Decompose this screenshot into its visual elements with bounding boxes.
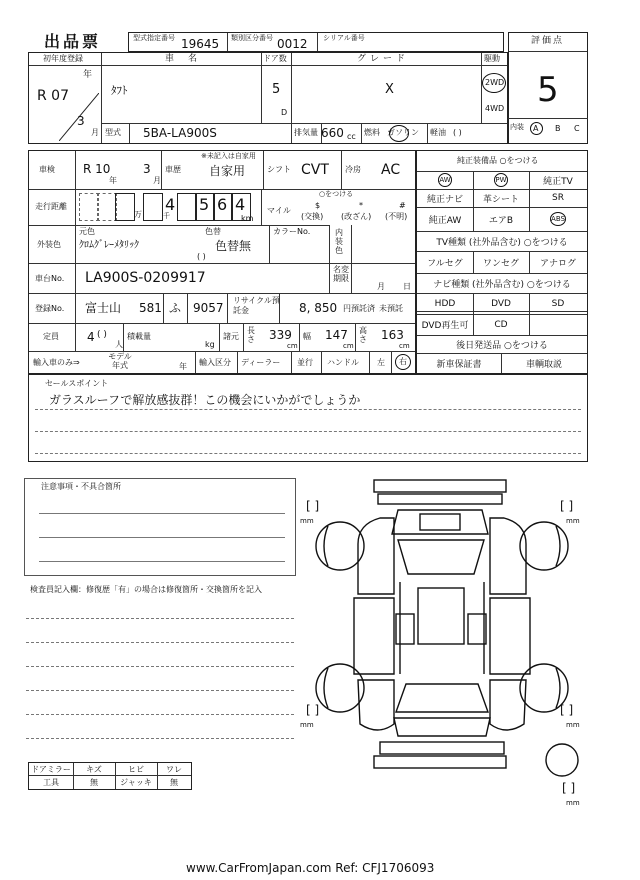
first-reg-month-label: 月 xyxy=(91,128,99,137)
bracket-spare: [ ] xyxy=(562,781,576,795)
interior-grade-c: C xyxy=(574,124,580,133)
name-change-label: 名変期限 xyxy=(333,265,349,283)
doors-label: ドア数 xyxy=(263,54,287,63)
legend-crack: ヒビ xyxy=(128,764,144,774)
color-change-label: 色替 xyxy=(205,227,221,236)
bracket-front-right: [ ] xyxy=(560,499,574,513)
mileage-digit-1: 5 xyxy=(199,195,210,214)
color-label: 外装色 xyxy=(37,240,61,249)
equip-pw xyxy=(473,171,529,189)
bracket-rear-right: [ ] xyxy=(560,703,574,717)
width-value: 147 xyxy=(325,328,348,342)
recycle-value: 8, 850 xyxy=(299,301,338,315)
orig-color-label: 元色 xyxy=(79,227,95,236)
chassis-label: 車台No. xyxy=(35,274,65,283)
legend-break: ワレ xyxy=(166,764,182,774)
footer-watermark: www.CarFromJapan.com Ref: CFJ1706093 xyxy=(186,861,435,875)
doors-value: 5 xyxy=(272,82,281,97)
meter-opt-2-label: (改ざん) xyxy=(341,212,372,221)
interior-grade-a: A xyxy=(533,124,539,133)
color-no-label: カラーNo. xyxy=(273,227,311,236)
model-year-unit: 年 xyxy=(179,362,187,371)
reg-label: 登録No. xyxy=(35,304,65,313)
legend-scratch: キズ xyxy=(86,764,102,774)
displacement-value: 660 xyxy=(321,126,344,140)
legend-tools-value: 無 xyxy=(90,778,98,787)
right-handle: 右 xyxy=(399,357,407,366)
first-reg-month: 3 xyxy=(77,114,85,128)
navi-dvd-play: DVD再生可 xyxy=(421,321,469,331)
inspection-era: R 10 xyxy=(83,162,111,176)
legend-jack: ジャッキ xyxy=(120,778,152,787)
length-label: 長さ xyxy=(247,326,255,344)
mm-rear-left: mm xyxy=(300,721,314,729)
equip-aw-genuine: 純正AW xyxy=(428,215,462,226)
color-paren: ( ) xyxy=(197,252,206,261)
model-value: 5BA-LA900S xyxy=(143,126,217,140)
chassis-value: LA900S-0209917 xyxy=(85,270,206,286)
equip-pw-circled: PW xyxy=(494,173,508,187)
navi-sd: SD xyxy=(551,298,565,309)
width-unit: cm xyxy=(343,342,354,350)
color-change-value: 色替無 xyxy=(215,239,252,253)
mileage-digits xyxy=(79,193,259,221)
meter-note: ○をつける xyxy=(319,190,354,198)
load-label: 積載量 xyxy=(127,332,151,341)
first-reg-year-label: 年 xyxy=(83,70,93,80)
inspection-month: 3 xyxy=(143,162,151,176)
displacement-label: 排気量 xyxy=(294,128,318,137)
height-label: 高さ xyxy=(359,326,367,344)
drive-4wd: 4WD xyxy=(485,104,505,113)
legend-mirror: ドアミラー xyxy=(31,764,71,774)
car-name-label: 車名 xyxy=(165,54,212,64)
width-label: 幅 xyxy=(303,332,311,341)
tv-analog: アナログ xyxy=(539,258,576,269)
interior-label: 内装 xyxy=(510,123,524,131)
legend-table xyxy=(28,762,192,790)
rating-value: 5 xyxy=(537,70,559,110)
navi-dvd: DVD xyxy=(491,298,511,309)
type-designation-label: 型式指定番号 xyxy=(133,34,175,42)
sales-label: セールスポイント xyxy=(45,379,109,388)
inspection-year-label: 年 xyxy=(109,176,117,185)
category-value: 0012 xyxy=(277,37,308,51)
grade-value: X xyxy=(385,82,394,97)
equip-tv: 純正TV xyxy=(543,176,573,187)
recycle-unit: 円預託済 xyxy=(343,304,375,313)
capacity-label: 定員 xyxy=(43,332,59,341)
meter-opt-1-sym: $ xyxy=(315,201,321,210)
equip-aw xyxy=(417,171,473,189)
reg-area: 富士山 xyxy=(85,301,122,315)
fuel-label: 燃料 xyxy=(364,128,380,137)
car-damage-diagram xyxy=(298,474,598,814)
capacity-value: 4 xyxy=(87,330,95,344)
first-reg-label: 初年度登録 xyxy=(43,54,83,63)
car-name-value: ﾀﾌﾄ xyxy=(111,84,128,97)
reg-class: 581 xyxy=(139,301,162,315)
mileage-digit-man: 4 xyxy=(165,195,176,214)
later-title: 後日発送品 ○をつける xyxy=(456,340,548,351)
meter-label: マイル xyxy=(267,206,291,215)
legend-jack-value: 無 xyxy=(170,778,178,787)
grade-label: グレード xyxy=(357,54,410,64)
navi-hdd: HDD xyxy=(434,298,456,309)
reg-number: 9057 xyxy=(193,301,224,315)
mm-rear-right: mm xyxy=(566,721,580,729)
dim-label: 諸元 xyxy=(223,332,239,341)
history-note: ※未記入は自家用 xyxy=(201,152,256,160)
interior-color-label: 内装色 xyxy=(335,228,343,255)
history-label: 車歴 xyxy=(165,165,181,174)
doors-suffix: D xyxy=(281,108,288,117)
reg-kana: ふ xyxy=(169,301,182,315)
model-label: 型式 xyxy=(105,128,121,137)
light-oil-paren: ( ) xyxy=(453,128,462,137)
interior-grade-b: B xyxy=(555,124,561,133)
length-value: 339 xyxy=(269,328,292,342)
equip-leather: 革シート xyxy=(482,194,519,205)
name-change-month: 月 xyxy=(377,282,385,291)
meter-opt-3-sym: # xyxy=(399,201,406,210)
height-value: 163 xyxy=(381,328,404,342)
left-handle: 左 xyxy=(377,358,385,367)
first-reg-era: R 07 xyxy=(37,88,69,104)
legend-tools: 工具 xyxy=(43,778,59,787)
bracket-front-left: [ ] xyxy=(306,499,320,513)
tv-oneseg: ワンセグ xyxy=(482,258,519,269)
length-unit: cm xyxy=(287,342,298,350)
ac-label: 冷房 xyxy=(345,165,361,174)
drive-label: 駆動 xyxy=(484,54,500,63)
equip-abs-circled: ABS xyxy=(550,212,566,226)
sales-section xyxy=(28,374,588,462)
inspection-label: 車検 xyxy=(39,165,55,174)
header-fields xyxy=(128,32,504,52)
drive-2wd: 2WD xyxy=(485,78,505,87)
orig-color-value: ｸﾛﾑｸﾞﾚｰﾒﾀﾘｯｸ xyxy=(79,240,139,251)
equip-abs xyxy=(529,207,587,231)
mm-front-left: mm xyxy=(300,517,314,525)
parallel-label: 並行 xyxy=(297,358,313,367)
equip-navi: 純正ナビ xyxy=(426,194,463,205)
meter-opt-1-label: (交換) xyxy=(301,212,324,221)
inspector-label: 検査員記入欄：修復歴「有」の場合は修復箇所・交換箇所を記入 xyxy=(30,585,262,594)
shift-label: シフト xyxy=(267,165,291,174)
handle-label: ハンドル xyxy=(327,358,359,367)
equipment-section xyxy=(416,150,588,374)
equip-row3 xyxy=(417,207,587,231)
fuel-circle xyxy=(389,125,409,142)
displacement-unit: cc xyxy=(347,132,356,141)
tv-title: TV種類 (社外品含む) ○をつける xyxy=(436,237,568,248)
mm-spare: mm xyxy=(566,799,580,807)
mm-front-right: mm xyxy=(566,517,580,525)
capacity-unit: 人 xyxy=(115,340,123,349)
name-change-day: 日 xyxy=(403,282,411,291)
mileage-digit-2: 6 xyxy=(217,195,228,214)
history-value: 自家用 xyxy=(209,164,246,178)
mileage-man-label: 万 xyxy=(134,210,142,219)
recycle-unpaid: 未預託 xyxy=(379,304,403,313)
recycle-label: リサイクル預託金 xyxy=(233,296,280,315)
mileage-km-label: km xyxy=(241,214,254,223)
load-unit: kg xyxy=(205,340,215,349)
later-warranty: 新車保証書 xyxy=(436,359,482,370)
serial-label: シリアル番号 xyxy=(323,34,365,42)
equip-sr: SR xyxy=(552,193,564,203)
equipment-title: 純正装備品 ○をつける xyxy=(457,156,539,165)
mileage-digit-3: 4 xyxy=(235,195,246,214)
meter-opt-2-sym: * xyxy=(359,201,363,210)
type-designation-value: 19645 xyxy=(181,37,220,51)
meter-opt-3-label: (不明) xyxy=(385,212,408,221)
navi-title: ナビ種類 (社外品含む) ○をつける xyxy=(433,279,571,290)
capacity-paren: ( ) xyxy=(97,330,107,340)
shift-value: CVT xyxy=(301,162,329,178)
tv-fullseg: フルセグ xyxy=(427,258,463,269)
details-section xyxy=(28,150,416,374)
import-label: 輸入車のみ⇒ xyxy=(33,358,80,367)
mileage-sen-label: 千 xyxy=(163,212,170,220)
caution-box xyxy=(24,478,296,576)
sales-text: ガラスルーフで解放感抜群！この機会にいかがでしょうか xyxy=(49,393,361,407)
sheet-title: 出品票 xyxy=(44,32,102,51)
ac-value: AC xyxy=(381,162,401,178)
inspection-month-label: 月 xyxy=(153,176,161,185)
equip-aw-circled: AW xyxy=(438,173,452,187)
dealer-label: ディーラー xyxy=(241,358,281,367)
equip-airbag: エアB xyxy=(488,215,514,226)
later-manual: 車輌取説 xyxy=(525,359,562,370)
model-year-label: モデル年式 xyxy=(108,352,132,370)
mileage-label: 走行距離 xyxy=(35,202,67,211)
navi-cd: CD xyxy=(494,319,508,330)
light-oil-label: 軽油 xyxy=(430,128,446,137)
category-label: 類別区分番号 xyxy=(231,34,273,42)
fuel-value: ガソリン xyxy=(387,128,419,137)
height-unit: cm xyxy=(399,342,410,350)
caution-label: 注意事項・不具合箇所 xyxy=(41,482,121,491)
vehicle-section xyxy=(28,52,508,144)
import-type-label: 輸入区分 xyxy=(199,358,231,367)
bracket-rear-left: [ ] xyxy=(306,703,320,717)
rating-label: 評価点 xyxy=(531,36,565,46)
